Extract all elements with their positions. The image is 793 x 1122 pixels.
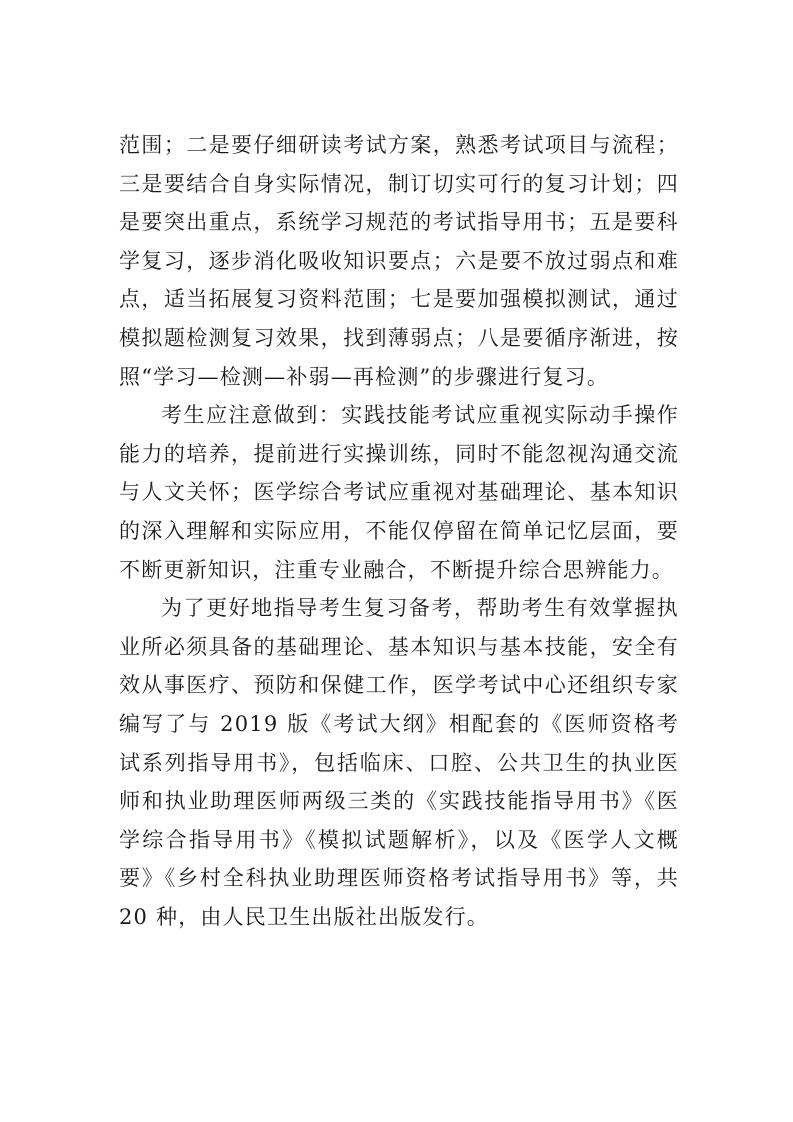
- document-body: [119, 126, 679, 936]
- paragraph-guide-books: 为了更好地指导考生复习备考，帮助考生有效掌握执业所必须具备的基础理论、基本知识与基本技能，安全有效从事医疗、预防和保健工作，医学考试中心还组织专家编写了与 2019 版《考试大纲》相配套的《医师资格考试系列指导用书》，包括临床、口腔、公共卫生的执业医师和执业助理医师两级三类的《实践技能指导用书》《医学综合指导用书》《模拟试题解析》，以及《医学人文概要》《乡村全科执业助理医师资格考试指导用书》等，共 20 种，由人民卫生出版社出版发行。: [119, 596, 679, 929]
- paragraph-review-steps: 范围；二是要仔细研读考试方案，熟悉考试项目与流程；三是要结合自身实际情况，制订切实可行的复习计划；四是要突出重点，系统学习规范的考试指导用书；五是要科学复习，逐步消化吸收知识要点；六是要不放过弱点和难点，适当拓展复习资料范围；七是要加强模拟测试，通过模拟题检测复习效果，找到薄弱点；八是要循序渐进，按照“学习—检测—补弱—再检测”的步骤进行复习。: [119, 133, 679, 389]
- paragraph-exam-attention: 考生应注意做到：实践技能考试应重视实际动手操作能力的培养，提前进行实操训练，同时不能忽视沟通交流与人文关怀；医学综合考试应重视对基础理论、基本知识的深入理解和实际应用，不能仅停留在简单记忆层面，要不断更新知识，注重专业融合，不断提升综合思辨能力。: [119, 403, 679, 582]
